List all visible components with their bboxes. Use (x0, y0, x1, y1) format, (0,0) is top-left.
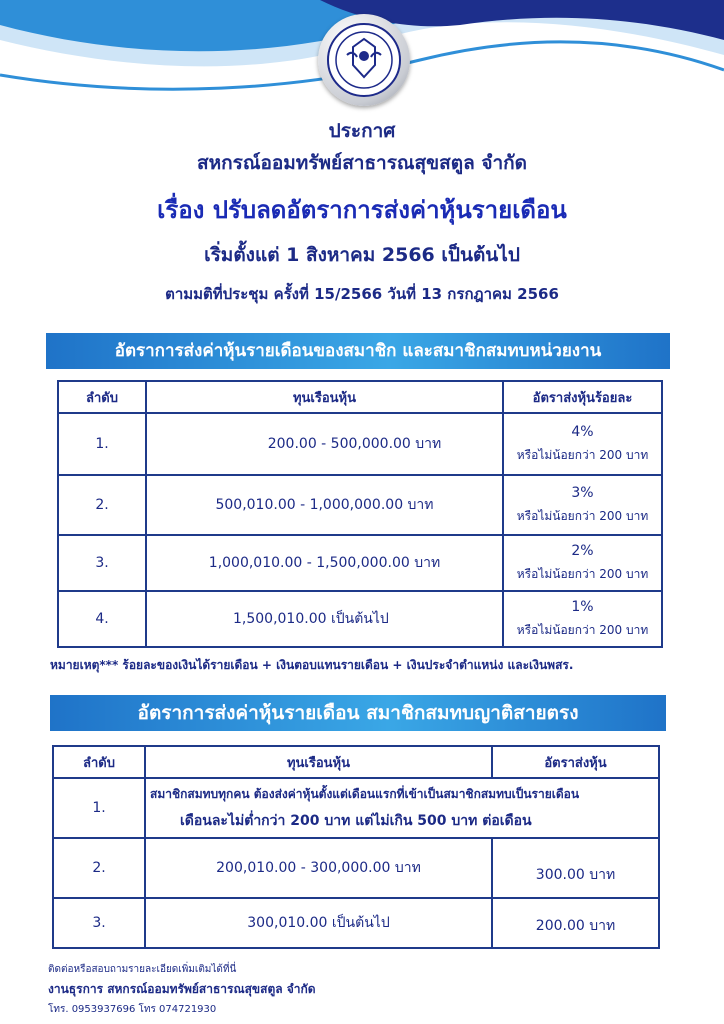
row-rate (503, 591, 662, 647)
rate-percent: 2% (571, 542, 594, 559)
row-range: 200.00 - 500,000.00 บาท (146, 413, 503, 475)
row-range: 200,010.00 - 300,000.00 บาท (145, 838, 492, 898)
table-row (58, 591, 662, 647)
row-description (145, 778, 659, 838)
row-rate (503, 535, 662, 591)
row-rate: 300.00 บาท (492, 838, 659, 898)
table-header-row (53, 746, 659, 778)
header-share-capital: ทุนเรือนหุ้น (146, 381, 503, 413)
header-rate: อัตราส่งหุ้น (492, 746, 659, 778)
row-number: 1. (58, 413, 146, 475)
rate-percent: 1% (571, 598, 594, 615)
announcement-heading: ประกาศ (328, 120, 396, 142)
row-range: 500,010.00 - 1,000,000.00 บาท (146, 475, 503, 535)
rate-minimum: หรือไม่น้อยกว่า 200 บาท (516, 622, 649, 637)
row-range: 300,010.00 เป็นต้นไป (145, 898, 492, 948)
row-number: 4. (58, 591, 146, 647)
rate-percent: 4% (571, 423, 594, 440)
row-number: 1. (53, 778, 145, 838)
rate-minimum: หรือไม่น้อยกว่า 200 บาท (516, 447, 649, 462)
contact-intro: ติดต่อหรือสอบถามรายละเอียดเพิ่มเติมได้ที่นี่ (48, 964, 237, 975)
header-rate: อัตราส่งหุ้นร้อยละ (503, 381, 662, 413)
table-row (58, 535, 662, 591)
row-rate (503, 475, 662, 535)
cooperative-seal-logo (318, 14, 410, 106)
description-line-b: เดือนละไม่ต่ำกว่า 200 บาท แต่ไม่เกิน 500 บาท ต่อเดือน (180, 812, 532, 829)
table-row (58, 413, 662, 475)
rate-minimum: หรือไม่น้อยกว่า 200 บาท (516, 508, 649, 523)
section1-banner: อัตราการส่งค่าหุ้นรายเดือนของสมาชิก และสมาชิกสมทบหน่วยงาน (46, 333, 670, 369)
relative-member-rate-table (52, 745, 660, 949)
row-rate (503, 413, 662, 475)
seal-emblem-icon (329, 25, 399, 95)
table-row (53, 838, 659, 898)
header-share-capital: ทุนเรือนหุ้น (145, 746, 492, 778)
contact-department: งานธุรการ สหกรณ์ออมทรัพย์สาธารณสุขสตูล จำกัด (48, 982, 316, 996)
rate-minimum: หรือไม่น้อยกว่า 200 บาท (516, 566, 649, 581)
row-rate: 200.00 บาท (492, 898, 659, 948)
table-row (58, 475, 662, 535)
section2-banner: อัตราการส่งค่าหุ้นรายเดือน สมาชิกสมทบญาติสายตรง (50, 695, 666, 731)
effective-date: เริ่มตั้งแต่ 1 สิงหาคม 2566 เป็นต้นไป (204, 244, 520, 266)
member-rate-table (57, 380, 663, 648)
rate-percent: 3% (571, 484, 594, 501)
row-number: 2. (53, 838, 145, 898)
table-header-row (58, 381, 662, 413)
organization-name: สหกรณ์ออมทรัพย์สาธารณสุขสตูล จำกัด (197, 152, 527, 174)
table-row (53, 898, 659, 948)
row-number: 2. (58, 475, 146, 535)
meeting-resolution: ตามมติที่ประชุม ครั้งที่ 15/2566 วันที่ 13 กรกฎาคม 2566 (165, 285, 559, 303)
header-order: ลำดับ (53, 746, 145, 778)
table-row (53, 778, 659, 838)
contact-phone: โทร. 0953937696 โทร 074721930 (48, 1004, 217, 1015)
header-order: ลำดับ (58, 381, 146, 413)
row-number: 3. (58, 535, 146, 591)
row-range: 1,000,010.00 - 1,500,000.00 บาท (146, 535, 503, 591)
description-line-a: สมาชิกสมทบทุกคน ต้องส่งค่าหุ้นตั้งแต่เดือนแรกที่เข้าเป็นสมาชิกสมทบเป็นรายเดือน (150, 786, 580, 801)
table-footnote: หมายเหตุ*** ร้อยละของเงินได้รายเดือน + เงินตอบแทนรายเดือน + เงินประจำตำแหน่ง และเงินพสร. (50, 658, 574, 672)
announcement-subject: เรื่อง ปรับลดอัตราการส่งค่าหุ้นรายเดือน (157, 196, 567, 224)
row-range: 1,500,010.00 เป็นต้นไป (146, 591, 503, 647)
row-number: 3. (53, 898, 145, 948)
